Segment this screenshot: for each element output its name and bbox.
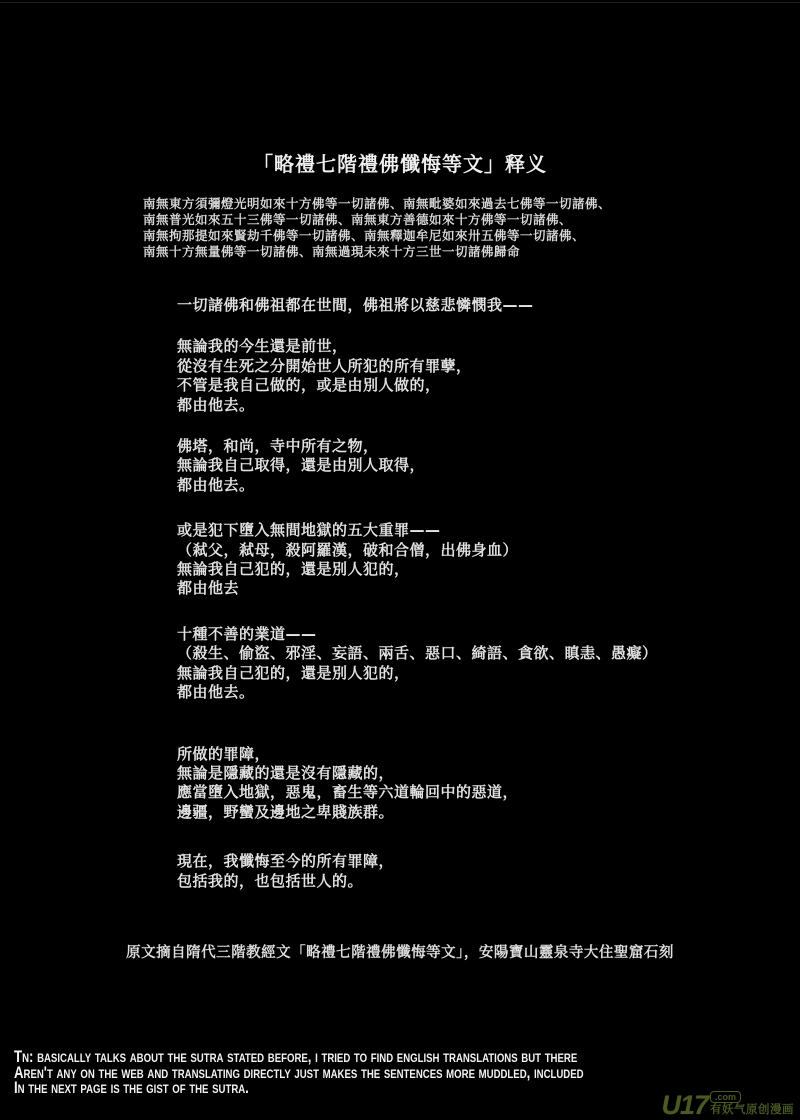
paragraph-five-sins	[177, 521, 737, 599]
text-line: 不管是我自己做的，或是由別人做的，	[177, 376, 441, 395]
text-line: 南無拘那提如來賢劫千佛等一切諸佛、南無釋迦牟尼如來卅五佛等一切諸佛、	[143, 228, 586, 243]
text-line: 南無普光如來五十三佛等一切諸佛、南無東方善德如來十方佛等一切諸佛、	[143, 212, 573, 227]
text-line: 無論是隱藏的還是沒有隱藏的，	[177, 763, 395, 782]
text-line: （弒父，弒母，殺阿羅漢，破和合僧，出佛身血）	[177, 540, 519, 559]
text-line: 無論我自己犯的，還是別人犯的，	[177, 560, 410, 579]
text-line: 無論我的今生還是前世，	[177, 337, 348, 356]
source-attribution: 原文摘自隋代三階教經文「略禮七階禮佛懺悔等文」，安陽寶山靈泉寺大住聖窟石刻	[126, 945, 674, 961]
paragraph-past-lives	[177, 337, 737, 415]
text-line: 或是犯下墮入無間地獄的五大重罪——	[177, 521, 441, 540]
text-line: （殺生、偷盜、邪淫、妄語、兩舌、惡口、綺語、貪欲、瞋恚、愚癡）	[177, 644, 658, 663]
u17-domain-badge: .com	[710, 1091, 741, 1103]
text-line: 無論我自己犯的，還是別人犯的，	[177, 663, 410, 682]
text-line: 都由他去。	[177, 475, 255, 494]
text-line: In the next page is the gist of the sutra.	[14, 1079, 249, 1097]
u17-tagline-text: 有妖气原创漫画	[710, 1104, 794, 1116]
text-line: 包括我的，也包括世人的。	[177, 871, 364, 890]
top-border-line	[0, 2, 800, 3]
text-line: 從沒有生死之分開始世人所犯的所有罪孽，	[177, 356, 472, 375]
buddha-invocation-block	[143, 196, 673, 260]
u17-brand-text: U17	[661, 1090, 708, 1120]
paragraph-karmic-obstacles	[177, 745, 737, 823]
text-line: 都由他去。	[177, 683, 255, 702]
text-line: 都由他去。	[177, 395, 255, 414]
paragraph-repentance	[177, 852, 737, 891]
text-line: 邊疆，野蠻及邊地之卑賤族群。	[177, 802, 395, 821]
text-line: 十種不善的業道——	[177, 624, 317, 643]
u17-watermark-logo	[661, 1090, 794, 1120]
text-line: Aren't any on the web and translating directly just makes the sentences more muddled, included	[14, 1063, 584, 1082]
text-line: 所做的罪障，	[177, 744, 271, 763]
text-line: 現在，我懺悔至今的所有罪障，	[177, 852, 395, 871]
paragraph-temple-things	[177, 437, 737, 495]
text-line: 無論我自己取得，還是由別人取得，	[177, 456, 426, 475]
text-line: 佛塔，和尚，寺中所有之物，	[177, 437, 379, 456]
paragraph-intro	[177, 296, 737, 315]
text-line: 應當墮入地獄，惡鬼，畜生等六道輪回中的惡道，	[177, 783, 519, 802]
page-title: 「略禮七階禮佛懺悔等文」释义	[253, 152, 547, 176]
sutra-translation-body	[177, 296, 737, 891]
text-line: 南無東方須彌燈光明如來十方佛等一切諸佛、南無毗婆如來過去七佛等一切諸佛、	[143, 196, 612, 211]
text-line: Tn: basically talks about the sutra stated before, i tried to find english translations but there	[14, 1048, 578, 1066]
text-line: 都由他去	[177, 579, 240, 598]
text-line: 南無十方無量佛等一切諸佛、南無過現未來十方三世一切諸佛歸命	[143, 244, 521, 259]
text-line: 一切諸佛和佛祖都在世間，佛祖將以慈悲憐憫我——	[177, 296, 534, 314]
u17-logo-right	[710, 1091, 794, 1116]
paragraph-ten-evils	[177, 625, 737, 703]
